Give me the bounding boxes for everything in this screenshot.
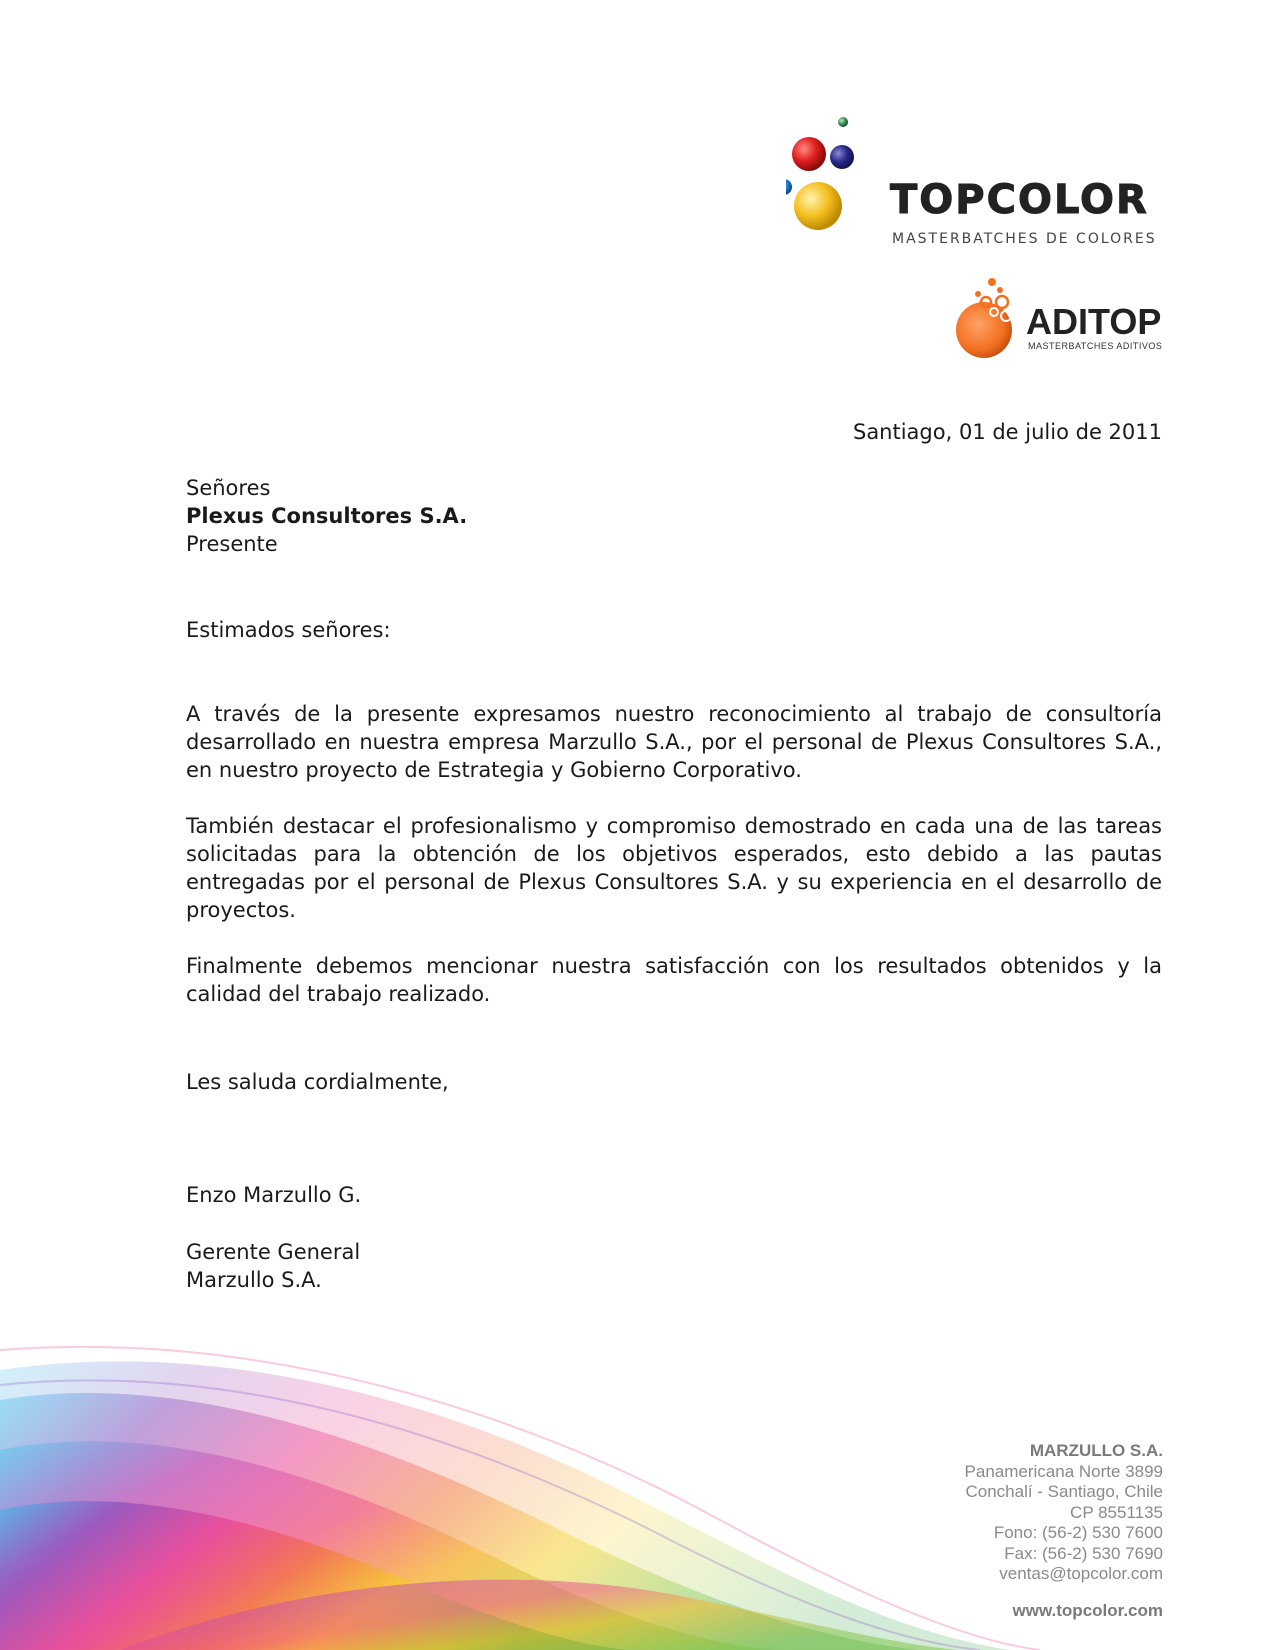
footer-phone: Fono: (56-2) 530 7600 (993, 1523, 1163, 1542)
signatory-company: Marzullo S.A. (186, 1268, 322, 1292)
aditop-logo (956, 276, 1176, 362)
topcolor-wordmark: TOPCOLOR (890, 177, 1149, 223)
recipient-greeting: Señores (186, 476, 271, 500)
topcolor-tagline: MASTERBATCHES DE COLORES (892, 231, 1157, 247)
aditop-wordmark: ADITOP (1026, 301, 1162, 342)
body-paragraph: También destacar el profesionalismo y compromiso demostrado en cada una de las tareas solicitadas para la obtención de los objetivos esperados, esto debido a las pautas entregadas por el personal de Plexus Consultores S.A. y su experiencia en el desarrollo de proyectos. (186, 814, 1162, 922)
letter-body (186, 700, 1162, 1036)
footer-fax: Fax: (56-2) 530 7690 (1004, 1543, 1163, 1563)
letter-closing: Les saluda cordialmente, (186, 1070, 449, 1094)
topcolor-logo (786, 112, 1166, 252)
recipient-company: Plexus Consultores S.A. (186, 504, 468, 528)
recipient-block (186, 474, 1162, 558)
footer-company: MARZULLO S.A. (1029, 1441, 1163, 1460)
aditop-tagline: MASTERBATCHES ADITIVOS (1028, 341, 1163, 351)
body-paragraph: A través de la presente expresamos nuestro reconocimiento al trabajo de consultoría desarrollado en nuestra empresa Marzullo S.A., por el personal de Plexus Consultores S.A., en nuestro proyecto de Estrategia y Gobierno Corporativo. (186, 702, 1162, 782)
letter-salutation: Estimados señores: (186, 618, 391, 642)
footer-website: www.topcolor.com (1012, 1600, 1163, 1620)
footer-contact (843, 1441, 1163, 1621)
body-paragraph: Finalmente debemos mencionar nuestra satisfacción con los resultados obtenidos y la calidad del trabajo realizado. (186, 954, 1162, 1006)
footer-address-city: Conchalí - Santiago, Chile (965, 1482, 1163, 1501)
color-spheres-icon (786, 112, 896, 252)
aditop-bubbles-icon (956, 276, 1036, 362)
footer-address-street: Panamericana Norte 3899 (964, 1461, 1163, 1481)
signatory-name: Enzo Marzullo G. (186, 1183, 362, 1207)
recipient-presente: Presente (186, 532, 278, 556)
footer-email: ventas@topcolor.com (999, 1564, 1163, 1583)
footer-postal-code: CP 8551135 (1070, 1502, 1163, 1522)
signatory-block (186, 1238, 1162, 1294)
letter-date: Santiago, 01 de julio de 2011 (852, 420, 1162, 444)
signatory-title: Gerente General (186, 1240, 361, 1264)
